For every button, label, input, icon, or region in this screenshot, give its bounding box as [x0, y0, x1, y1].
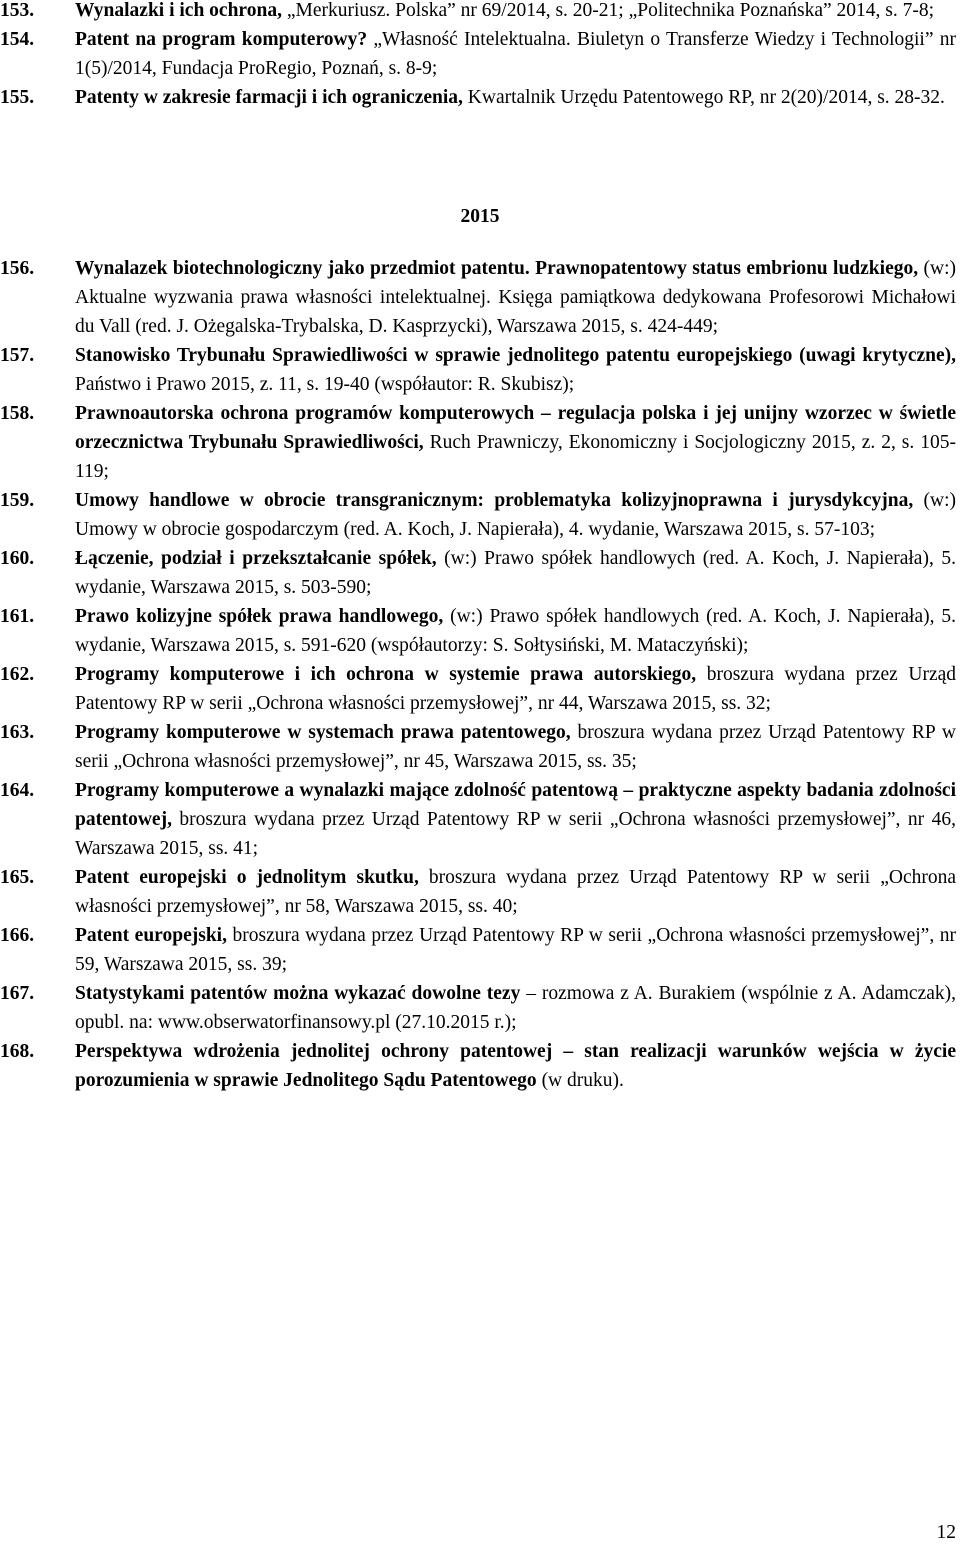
entry-number: 165. [0, 867, 35, 888]
entry-source: (w:) Prawo spółek handlowych (red. A. Koch, J. Napierała), 5. wydanie, Warszawa 2015, s. 503-590; [75, 548, 956, 598]
year-heading: 2015 [460, 206, 500, 227]
bibliography-entry [0, 254, 960, 341]
entry-text [75, 1037, 956, 1095]
bibliography-entry [0, 1037, 960, 1095]
entry-text [75, 341, 956, 399]
entry-text [75, 486, 956, 544]
bibliography-entry [0, 341, 960, 399]
entry-source: broszura wydana przez Urząd Patentowy RP w serii „Ochrona własności przemysłowej”, nr 59, Warszawa 2015, ss. 39; [75, 925, 956, 975]
entry-number: 160. [0, 548, 35, 569]
entry-title: Patenty w zakresie farmacji i ich ograniczenia, [75, 87, 463, 108]
entry-source: (w:) Prawo spółek handlowych (red. A. Koch, J. Napierała), 5. wydanie, Warszawa 2015, s. 591-620 (współautorzy: S. Sołtysiński, M. Mataczyński); [75, 606, 956, 656]
entry-text [75, 25, 956, 83]
entry-text [75, 254, 956, 341]
entry-number: 168. [0, 1041, 35, 1062]
entry-number: 162. [0, 664, 35, 685]
entry-text [75, 660, 956, 718]
entry-text [75, 776, 956, 863]
entry-title: Wynalazek biotechnologiczny jako przedmiot patentu. Prawnopatentowy status embrionu ludzkiego, [75, 258, 919, 279]
bibliography-entry [0, 486, 960, 544]
bibliography-list-2014 [0, 0, 960, 112]
bibliography-entry [0, 399, 960, 486]
entry-source: broszura wydana przez Urząd Patentowy RP w serii „Ochrona własności przemysłowej”, nr 46, Warszawa 2015, ss. 41; [75, 809, 956, 859]
entry-title: Umowy handlowe w obrocie transgranicznym: problematyka kolizyjnoprawna i jurysdykcyjna, [75, 490, 914, 511]
entry-title: Łączenie, podział i przekształcanie spółek, [75, 548, 437, 569]
entry-source: Ruch Prawniczy, Ekonomiczny i Socjologiczny 2015, z. 2, s. 105-119; [75, 432, 956, 482]
entry-source: (w druku). [536, 1070, 624, 1091]
entry-title: Programy komputerowe a wynalazki mające zdolność patentową – praktyczne aspekty badania zdolności patentowej, [75, 780, 956, 830]
entry-title: Patent na program komputerowy? [75, 29, 368, 50]
entry-title: Statystykami patentów można wykazać dowolne tezy [75, 983, 521, 1004]
entry-text [75, 602, 956, 660]
entry-number: 157. [0, 345, 35, 366]
page-number: 12 [936, 1522, 956, 1543]
entry-title: Prawo kolizyjne spółek prawa handlowego, [75, 606, 444, 627]
entry-text [75, 921, 956, 979]
bibliography-entry [0, 921, 960, 979]
entry-number: 154. [0, 29, 35, 50]
entry-source: Państwo i Prawo 2015, z. 11, s. 19-40 (współautor: R. Skubisz); [75, 374, 575, 395]
entry-text [75, 83, 956, 112]
entry-text [75, 0, 956, 25]
entry-number: 155. [0, 87, 35, 108]
entry-text [75, 544, 956, 602]
bibliography-entry [0, 602, 960, 660]
entry-title: Patent europejski, [75, 925, 227, 946]
entry-title: Wynalazki i ich ochrona, [75, 0, 282, 21]
bibliography-entry [0, 979, 960, 1037]
entry-number: 159. [0, 490, 35, 511]
bibliography-list-2015 [0, 254, 960, 1095]
entry-source: Kwartalnik Urzędu Patentowego RP, nr 2(20)/2014, s. 28-32. [462, 87, 945, 108]
bibliography-entry [0, 544, 960, 602]
bibliography-entry [0, 776, 960, 863]
bibliography-entry [0, 83, 960, 112]
bibliography-entry [0, 863, 960, 921]
entry-source: „Merkuriusz. Polska” nr 69/2014, s. 20-21; „Politechnika Poznańska” 2014, s. 7-8; [281, 0, 935, 21]
entry-title: Prawnoautorska ochrona programów komputerowych – regulacja polska i jej unijny wzorzec w świetle orzecznictwa Trybunału Sprawiedliwości, [75, 403, 956, 453]
entry-title: Patent europejski o jednolitym skutku, [75, 867, 419, 888]
entry-source: (w:) Umowy w obrocie gospodarczym (red. A. Koch, J. Napierała), 4. wydanie, Warszawa 2015, s. 57-103; [75, 490, 956, 540]
entry-source: (w:) Aktualne wyzwania prawa własności intelektualnej. Księga pamiątkowa dedykowana Profesorowi Michałowi du Vall (red. J. Ożegalska-Trybalska, D. Kasprzycki), Warszawa 2015, s. 424-449; [75, 258, 956, 337]
entry-number: 166. [0, 925, 35, 946]
bibliography-entry [0, 0, 960, 25]
entry-number: 167. [0, 983, 35, 1004]
entry-number: 161. [0, 606, 35, 627]
entry-text [75, 979, 956, 1037]
entry-number: 156. [0, 258, 35, 279]
entry-number: 164. [0, 780, 35, 801]
entry-source: broszura wydana przez Urząd Patentowy RP w serii „Ochrona własności przemysłowej”, nr 45, Warszawa 2015, ss. 35; [75, 722, 956, 772]
entry-source: „Własność Intelektualna. Biuletyn o Transferze Wiedzy i Technologii” nr 1(5)/2014, Fundacja ProRegio, Poznań, s. 8-9; [75, 29, 956, 79]
entry-number: 153. [0, 0, 35, 21]
entry-title: Perspektywa wdrożenia jednolitej ochrony patentowej – stan realizacji warunków wejścia w życie porozumienia w sprawie Jednolitego Sądu Patentowego [75, 1041, 956, 1091]
entry-text [75, 399, 956, 486]
entry-title: Programy komputerowe i ich ochrona w systemie prawa autorskiego, [75, 664, 697, 685]
entry-source: – rozmowa z A. Burakiem (wspólnie z A. Adamczak), opubl. na: www.obserwatorfinansowy.pl (27.10.2015 r.); [75, 983, 957, 1033]
entry-source: broszura wydana przez Urząd Patentowy RP w serii „Ochrona własności przemysłowej”, nr 44, Warszawa 2015, ss. 32; [75, 664, 957, 714]
bibliography-entry [0, 25, 960, 83]
entry-title: Programy komputerowe w systemach prawa patentowego, [75, 722, 571, 743]
entry-source: broszura wydana przez Urząd Patentowy RP w serii „Ochrona własności przemysłowej”, nr 58, Warszawa 2015, ss. 40; [75, 867, 957, 917]
entry-text [75, 718, 956, 776]
bibliography-entry [0, 660, 960, 718]
entry-title: Stanowisko Trybunału Sprawiedliwości w sprawie jednolitego patentu europejskiego (uwagi krytyczne), [75, 345, 956, 366]
entry-number: 163. [0, 722, 35, 743]
entry-number: 158. [0, 403, 35, 424]
bibliography-entry [0, 718, 960, 776]
entry-text [75, 863, 956, 921]
